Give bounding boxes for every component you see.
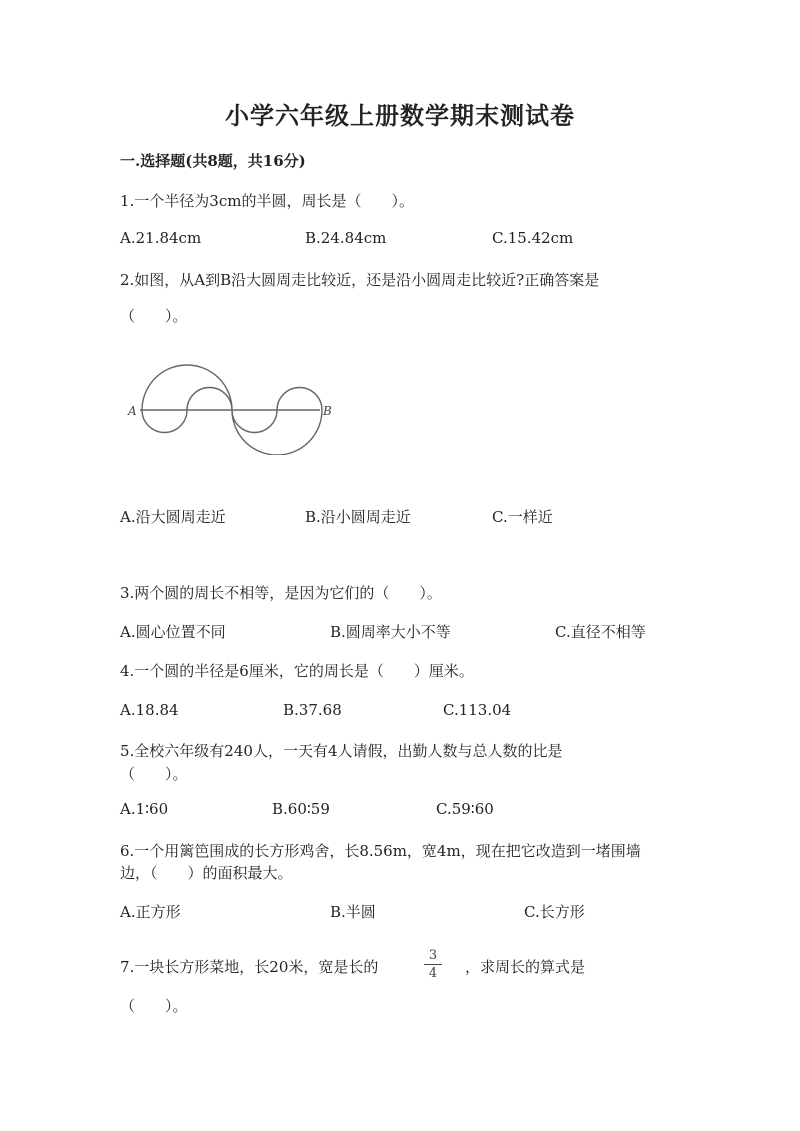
q2-option-b[interactable]: B.沿小圆周走近 <box>305 508 411 526</box>
q2-option-a[interactable]: A.沿大圆周走近 <box>120 508 226 526</box>
q4-option-c[interactable]: C.113.04 <box>443 701 512 719</box>
question-4-text: 4.一个圆的半径是6厘米，它的周长是（ ）厘米。 <box>120 662 474 680</box>
question-7-text-cont: （ ）。 <box>120 997 188 1015</box>
small-arc-2 <box>187 388 232 411</box>
q5-option-b[interactable]: B.60∶59 <box>272 800 330 818</box>
q2-option-c[interactable]: C.一样近 <box>492 508 553 526</box>
q3-option-a[interactable]: A.圆心位置不同 <box>120 623 226 641</box>
q3-option-b[interactable]: B.圆周率大小不等 <box>330 623 451 641</box>
small-arc-3 <box>232 410 277 433</box>
question-5-text-cont: （ ）。 <box>120 765 188 783</box>
question-2-text: 2.如图，从A到B沿大圆周走比较近，还是沿小圆周走比较近?正确答案是 <box>120 271 600 289</box>
fraction-denominator: 4 <box>428 966 438 981</box>
question-6-text: 6.一个用篱笆围成的长方形鸡舍，长8.56m，宽4m，现在把它改造到一堵围墙 <box>120 842 641 860</box>
small-arc-4 <box>277 388 322 411</box>
q4-option-a[interactable]: A.18.84 <box>120 701 179 719</box>
label-a: A <box>128 404 137 418</box>
section-heading: 一.选择题(共8题，共16分) <box>120 152 306 170</box>
question-7-text: 7.一块长方形菜地，长20米，宽是长的 <box>120 958 379 976</box>
page-title: 小学六年级上册数学期末测试卷 <box>225 101 575 130</box>
question-7-text-mid: ，求周长的算式是 <box>465 958 586 976</box>
question-3-text: 3.两个圆的周长不相等，是因为它们的（ ）。 <box>120 584 442 602</box>
q6-option-c[interactable]: C.长方形 <box>524 903 585 921</box>
q6-option-a[interactable]: A.正方形 <box>120 903 181 921</box>
question-2-text-cont: （ ）。 <box>120 307 188 325</box>
small-arc-1 <box>142 410 187 433</box>
q6-option-b[interactable]: B.半圆 <box>330 903 376 921</box>
fraction-three-quarters <box>424 948 442 981</box>
q3-option-c[interactable]: C.直径不相等 <box>555 623 646 641</box>
fraction-bar <box>424 964 442 965</box>
question-6-text-cont: 边，（ ）的面积最大。 <box>120 864 293 882</box>
q5-option-c[interactable]: C.59∶60 <box>436 800 494 818</box>
q5-option-a[interactable]: A.1∶60 <box>120 800 169 818</box>
large-arc-upper <box>142 365 232 410</box>
q4-option-b[interactable]: B.37.68 <box>283 701 342 719</box>
q1-option-a[interactable]: A.21.84cm <box>120 229 202 247</box>
question-5-text: 5.全校六年级有240人，一天有4人请假，出勤人数与总人数的比是 <box>120 742 563 760</box>
fraction-numerator: 3 <box>428 948 438 963</box>
large-arc-lower <box>232 410 322 455</box>
circles-figure <box>125 355 340 455</box>
question-1-text: 1.一个半径为3cm的半圆，周长是（ ）。 <box>120 192 414 210</box>
q1-option-c[interactable]: C.15.42cm <box>492 229 574 247</box>
q1-option-b[interactable]: B.24.84cm <box>305 229 387 247</box>
label-b: B <box>323 404 332 418</box>
